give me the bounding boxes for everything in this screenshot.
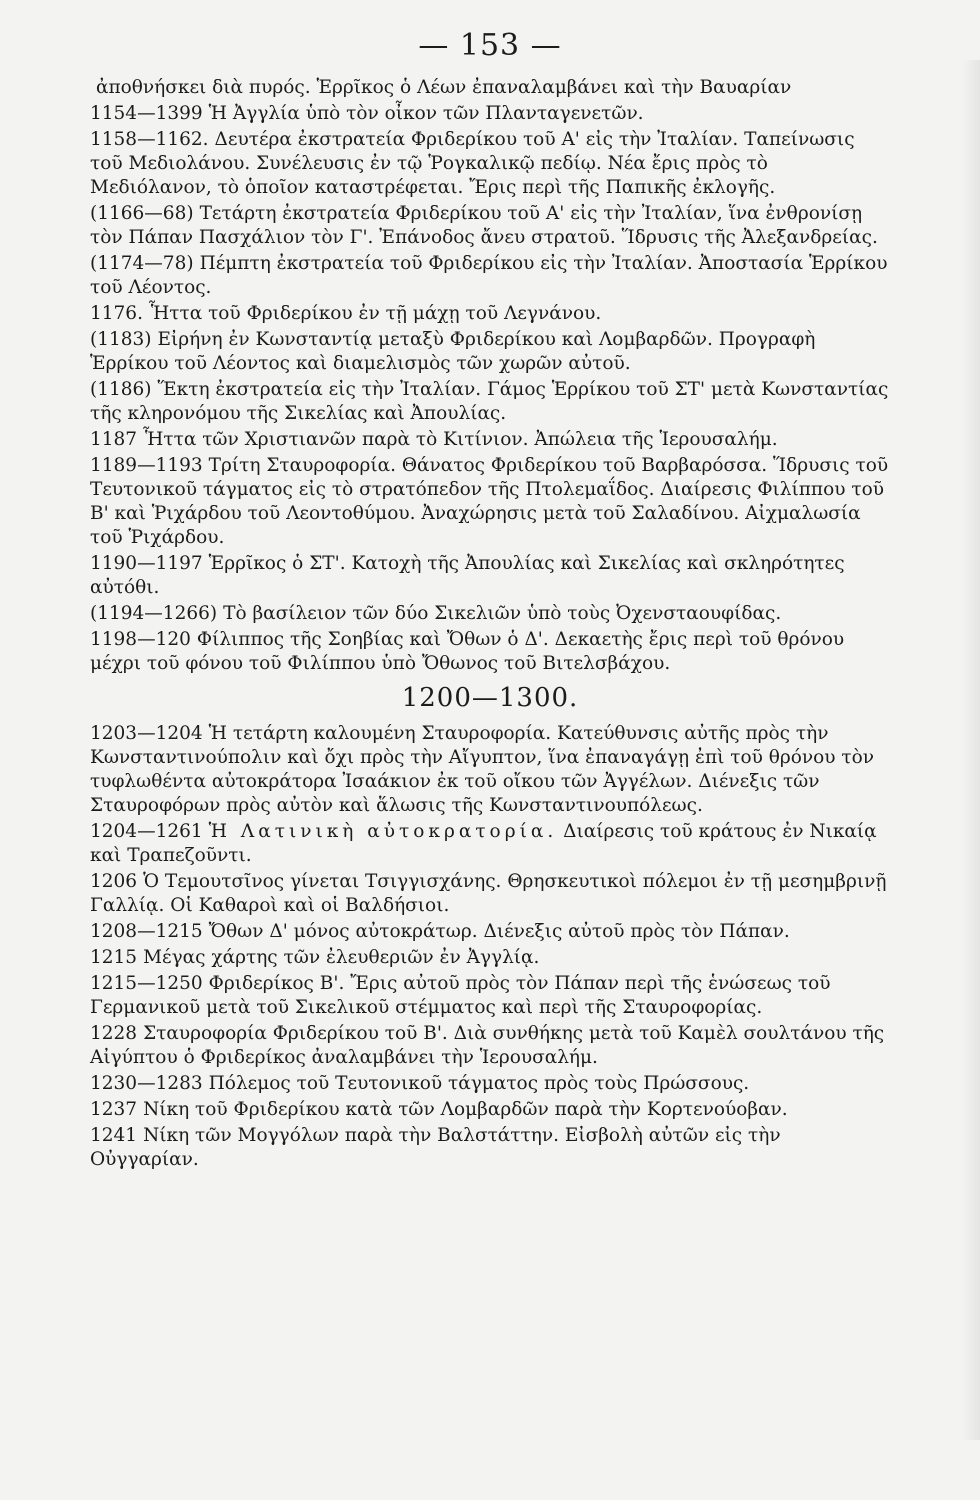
chronology-entry: 1158—1162. Δευτέρα ἐκστρατεία Φριδερίκου τοῦ Α' εἰς τὴν Ἰταλίαν. Ταπείνωσις τοῦ Μεδιολάνου. Συνέλευσις ἐν τῷ Ῥογκαλικῷ πεδίῳ. Νέα ἔρις πρὸς τὸ Μεδιόλανον, τὸ ὁποῖον καταστρέφεται. Ἔρις περὶ τῆς Παπικῆς ἐκλογῆς. — [90, 129, 855, 198]
chronology-entry: ἀποθνήσκει διὰ πυρός. Ἑρρῖκος ὁ Λέων ἐπαναλαμβάνει καὶ τὴν Βαυαρίαν — [96, 77, 792, 98]
chronology-entry: 1208—1215 Ὄθων Δ' μόνος αὐτοκράτωρ. Διένεξις αὐτοῦ πρὸς τὸν Πάπαν. — [90, 921, 790, 942]
section-heading: 1200—1300. — [401, 683, 579, 713]
chronology-entry: 1204—1261 Ἡ Λατινικὴ αὐτοκρατορία. Διαίρεσις τοῦ κράτους ἐν Νικαίᾳ καὶ Τραπεζοῦντι. — [90, 821, 877, 866]
chronology-entry: 1154—1399 Ἡ Ἀγγλία ὑπὸ τὸν οἶκον τῶν Πλανταγενετῶν. — [90, 103, 644, 124]
chronology-entry: 1190—1197 Ἑρρῖκος ὁ ΣΤ'. Κατοχὴ τῆς Ἀπουλίας καὶ Σικελίας καὶ σκληρότητες αὐτόθι. — [90, 553, 845, 598]
page-number: — 153 — — [418, 28, 562, 63]
chronology-entry: (1166—68) Τετάρτη ἐκστρατεία Φριδερίκου τοῦ Α' εἰς τὴν Ἰταλίαν, ἵνα ἐνθρονίσῃ τὸν Πάπαν Πασχάλιον τὸν Γ'. Ἐπάνοδος ἄνευ στρατοῦ. Ἵδρυσις τῆς Ἀλεξανδρείας. — [90, 203, 878, 248]
page-edge-shadow — [962, 60, 980, 1440]
chronology-entry: (1183) Εἰρήνη ἐν Κωνσταντίᾳ μεταξὺ Φριδερίκου καὶ Λομβαρδῶν. Προγραφὴ Ἑρρίκου τοῦ Λέοντος καὶ διαμελισμὸς τῶν χωρῶν αὐτοῦ. — [90, 329, 816, 374]
chronology-entry: (1186) Ἕκτη ἐκστρατεία εἰς τὴν Ἰταλίαν. Γάμος Ἑρρίκου τοῦ ΣΤ' μετὰ Κωνσταντίας τῆς κληρονόμου τῆς Σικελίας καὶ Ἀπουλίας. — [90, 379, 889, 424]
chronology-entry: 1228 Σταυροφορία Φριδερίκου τοῦ Β'. Διὰ συνθήκης μετὰ τοῦ Καμὲλ σουλτάνου τῆς Αἰγύπτου ὁ Φριδερίκος ἀναλαμβάνει τὴν Ἱερουσαλήμ. — [90, 1023, 885, 1068]
chronology-entry: 1189—1193 Τρίτη Σταυροφορία. Θάνατος Φριδερίκου τοῦ Βαρβαρόσσα. Ἵδρυσις τοῦ Τευτονικοῦ τάγματος εἰς τὸ στρατόπεδον τῆς Πτολεμαΐδος. Διαίρεσις Φιλίππου τοῦ Β' καὶ Ῥιχάρδου τοῦ Λεοντοθύμου. Ἀναχώρησις μετὰ τοῦ Σαλαδίνου. Αἰχμαλωσία τοῦ Ῥιχάρδου. — [90, 455, 889, 548]
chronology-text — [90, 76, 890, 1174]
chronology-entry: 1230—1283 Πόλεμος τοῦ Τευτονικοῦ τάγματος πρὸς τοὺς Πρώσσους. — [90, 1073, 750, 1094]
chronology-entry: (1174—78) Πέμπτη ἐκστρατεία τοῦ Φριδερίκου εἰς τὴν Ἰταλίαν. Ἀποστασία Ἑρρίκου τοῦ Λέοντος. — [90, 253, 888, 298]
chronology-entry: 1203—1204 Ἡ τετάρτη καλουμένη Σταυροφορία. Κατεύθυνσις αὐτῆς πρὸς τὴν Κωνσταντινούπολιν καὶ ὄχι πρὸς τὴν Αἴγυπτον, ἵνα ἐπαναγάγῃ ἐπὶ τοῦ θρόνου τὸν τυφλωθέντα αὐτοκράτορα Ἰσαάκιον ἐκ τοῦ οἴκου τῶν Ἀγγέλων. Διένεξις τῶν Σταυροφόρων πρὸς αὐτὸν καὶ ἅλωσις τῆς Κωνσταντινουπόλεως. — [90, 723, 875, 816]
chronology-entry: (1194—1266) Τὸ βασίλειον τῶν δύο Σικελιῶν ὑπὸ τοὺς Ὀχενσταουφίδας. — [90, 603, 782, 624]
chronology-entry: 1241 Νίκη τῶν Μογγόλων παρὰ τὴν Βαλστάττην. Εἰσβολὴ αὐτῶν εἰς τὴν Οὐγγαρίαν. — [90, 1125, 781, 1170]
chronology-entry: 1215 Μέγας χάρτης τῶν ἐλευθεριῶν ἐν Ἀγγλίᾳ. — [90, 947, 540, 968]
chronology-entry: 1237 Νίκη τοῦ Φριδερίκου κατὰ τῶν Λομβαρδῶν παρὰ τὴν Κορτενούοβαν. — [90, 1099, 788, 1120]
chronology-entry: 1198—120 Φίλιππος τῆς Σοηβίας καὶ Ὄθων ὁ Δ'. Δεκαετὴς ἔρις περὶ τοῦ θρόνου μέχρι τοῦ φόνου τοῦ Φιλίππου ὑπὸ Ὄθωνος τοῦ Βιτελσβάχου. — [90, 629, 845, 674]
chronology-entry: 1187 Ἧττα τῶν Χριστιανῶν παρὰ τὸ Κιτίνιον. Ἀπώλεια τῆς Ἱερουσαλήμ. — [90, 429, 778, 450]
chronology-entry: 1206 Ὁ Τεμουτσῖνος γίνεται Τσιγγισχάνης. Θρησκευτικοὶ πόλεμοι ἐν τῇ μεσημβρινῇ Γαλλίᾳ. Οἱ Καθαροὶ καὶ οἱ Βαλδήσιοι. — [90, 871, 887, 916]
chronology-entry: 1215—1250 Φριδερίκος Β'. Ἔρις αὐτοῦ πρὸς τὸν Πάπαν περὶ τῆς ἑνώσεως τοῦ Γερμανικοῦ μετὰ τοῦ Σικελικοῦ στέμματος καὶ περὶ τῆς Σταυροφορίας. — [90, 973, 831, 1018]
chronology-entry: 1176. Ἧττα τοῦ Φριδερίκου ἐν τῇ μάχῃ τοῦ Λεγνάνου. — [90, 303, 602, 324]
